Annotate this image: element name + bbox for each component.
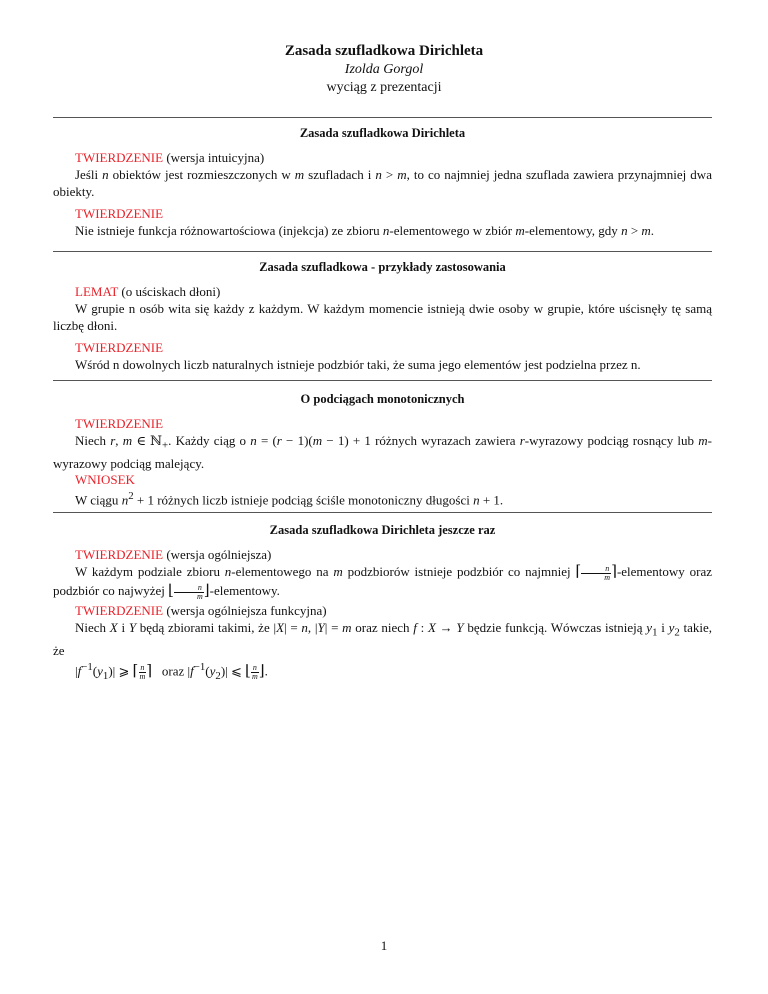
theorem-text: Jeśli n obiektów jest rozmieszczonych w m szufladach i n > m, to co najmniej jedna szuflada zawiera przynajmniej dwa obiekty. <box>53 167 712 199</box>
theorem-heading <box>53 602 712 619</box>
theorem-block <box>53 149 712 200</box>
theorem-keyword: TWIERDZENIE <box>75 603 164 618</box>
theorem-heading <box>53 339 712 356</box>
theorem-heading <box>53 546 712 563</box>
document-subtitle: wyciąg z prezentacji <box>326 80 442 95</box>
section-divider <box>53 117 712 118</box>
corollary-keyword: WNIOSEK <box>75 472 135 487</box>
theorem-qualifier: (wersja ogólniejsza) <box>166 547 272 562</box>
fraction-n-over-m: $\frac{n}{m}$ <box>252 662 258 681</box>
theorem-keyword: TWIERDZENIE <box>75 206 164 221</box>
section-divider <box>53 251 712 252</box>
section-divider <box>53 512 712 513</box>
section-title: Zasada szufladkowa Dirichleta <box>299 126 466 140</box>
fraction-n-over-m: $\frac{n}{m}$ <box>581 565 611 582</box>
document-title: Zasada szufladkowa Dirichleta <box>284 43 484 59</box>
corollary-text: W ciągu $n^2 + 1$ różnych liczb istnieje podciąg ściśle monotoniczny długości n + 1. <box>75 490 504 508</box>
theorem-text: W każdym podziale zbioru n-elementowego na m podzbiorów istnieje podzbiór co najmniej ⌈ $\frac{n}{m}$ ⌉-elementowy oraz podzbiór co najwyżej ⌊ $\frac{n}{m}$ ⌋-elementowy. <box>53 564 713 601</box>
lemma-block <box>53 283 712 334</box>
theorem-formula: $|f^{-1}(y_1)|$ ⩾ ⌈ $\frac{n}{m}$ ⌉ oraz $|f^{-1}(y_2)|$ ⩽ ⌊ $\frac{n}{m}$ ⌋. <box>75 660 268 682</box>
theorem-heading <box>53 205 712 222</box>
theorem-block <box>53 546 712 601</box>
corollary-heading <box>53 471 712 488</box>
lemma-qualifier: (o uściskach dłoni) <box>121 284 221 299</box>
section-title: O podciągach monotonicznych <box>300 392 465 406</box>
theorem-text: Wśród n dowolnych liczb naturalnych istnieje podzbiór taki, że suma jego elementów jest podzielna przez n. <box>75 357 641 372</box>
theorem-qualifier: (wersja ogólniejsza funkcyjna) <box>166 603 327 618</box>
section-title: Zasada szufladkowa Dirichleta jeszcze raz <box>269 523 496 537</box>
theorem-text: Nie istnieje funkcja różnowartościowa (injekcja) ze zbioru n-elementowego w zbiór m-elementowy, gdy n > m. <box>75 223 655 238</box>
theorem-heading <box>53 415 712 432</box>
theorem-block <box>53 415 712 472</box>
theorem-qualifier: (wersja intuicyjna) <box>166 150 265 165</box>
theorem-block <box>53 339 712 373</box>
theorem-text: Niech X i Y będą zbiorami takimi, że |X| = n, |Y| = m oraz niech f : X → Y będzie funkcją. Wówczas istnieją $y_1$ i $y_2$ takie, że <box>53 620 713 658</box>
theorem-block <box>53 602 712 685</box>
theorem-block <box>53 205 712 239</box>
theorem-heading <box>53 149 712 166</box>
page-number: 1 <box>380 938 388 953</box>
corollary-block <box>53 471 712 508</box>
document-header <box>0 42 768 97</box>
theorem-keyword: TWIERDZENIE <box>75 416 164 431</box>
theorem-keyword: TWIERDZENIE <box>75 340 164 355</box>
lemma-text: W grupie n osób wita się każdy z każdym. W każdym momencie istnieją dwie osoby w grupie, które uścisnęły tę samą liczbę dłoni. <box>53 301 712 333</box>
lemma-heading <box>53 283 712 300</box>
section-divider <box>53 380 712 381</box>
theorem-text: Niech r, m ∈ ℕ$_+$. Każdy ciąg o n = (r − 1)(m − 1) + 1 różnych wyrazach zawiera r-wyrazowy podciąg rosnący lub m-wyrazowy podciąg malejący. <box>53 433 712 471</box>
section-title: Zasada szufladkowa - przykłady zastosowania <box>259 260 506 274</box>
theorem-keyword: TWIERDZENIE <box>75 547 164 562</box>
document-author: Izolda Gorgol <box>344 62 424 77</box>
fraction-n-over-m: $\frac{n}{m}$ <box>139 662 146 681</box>
lemma-keyword: LEMAT <box>75 284 119 299</box>
fraction-n-over-m: $\frac{n}{m}$ <box>174 584 204 601</box>
theorem-keyword: TWIERDZENIE <box>75 150 164 165</box>
